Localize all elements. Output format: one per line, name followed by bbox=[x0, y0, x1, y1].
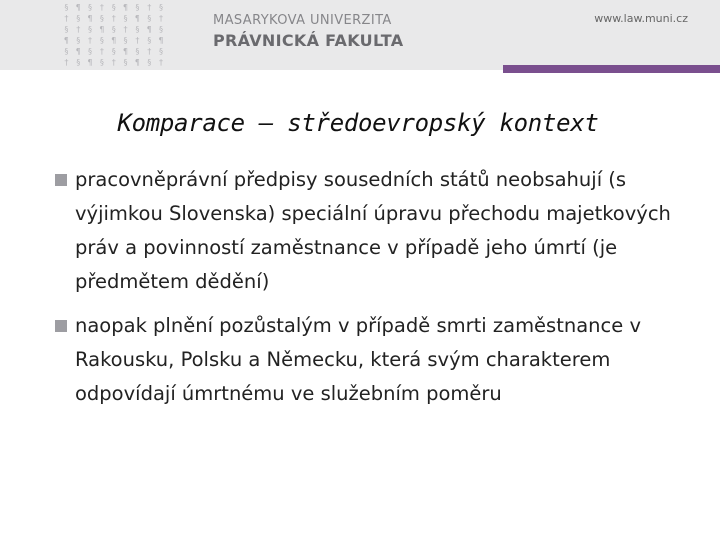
square-bullet-icon bbox=[55, 320, 67, 332]
website-url[interactable]: www.law.muni.cz bbox=[594, 12, 688, 25]
pattern-row: † § ¶ § † § ¶ § † bbox=[64, 14, 165, 23]
slide-title: Komparace – středoevropský kontext bbox=[117, 109, 599, 137]
pattern-row: § ¶ § † § ¶ § † § bbox=[64, 3, 165, 12]
bullet-text: naopak plnění pozůstalým v případě smrti zaměstnance v Rakousku, Polsku a Německu, která svým charakterem odpovídají úmrtnému ve služebním poměru bbox=[75, 314, 641, 405]
accent-bar bbox=[503, 65, 720, 73]
university-name: MASARYKOVA UNIVERZITA bbox=[213, 13, 392, 28]
bullet-item bbox=[55, 309, 705, 411]
decorative-pattern-icon bbox=[64, 2, 188, 68]
pattern-row: § ¶ § † § ¶ § † § bbox=[64, 47, 165, 56]
pattern-row: † § ¶ § † § ¶ § † bbox=[64, 58, 165, 67]
bullet-text: pracovněprávní předpisy sousedních států neobsahují (s výjimkou Slovenska) speciální úpravu přechodu majetkových práv a povinností zaměstnance v případě jeho úmrtí (je předmětem dědění) bbox=[75, 168, 671, 293]
bullet-item bbox=[55, 163, 705, 299]
pattern-row: ¶ § † § ¶ § † § ¶ bbox=[64, 36, 165, 45]
square-bullet-icon bbox=[55, 174, 67, 186]
header-band bbox=[0, 0, 720, 70]
pattern-row: § † § ¶ § † § ¶ § bbox=[64, 25, 165, 34]
faculty-name: PRÁVNICKÁ FAKULTA bbox=[213, 31, 404, 50]
bullet-list bbox=[55, 163, 705, 421]
